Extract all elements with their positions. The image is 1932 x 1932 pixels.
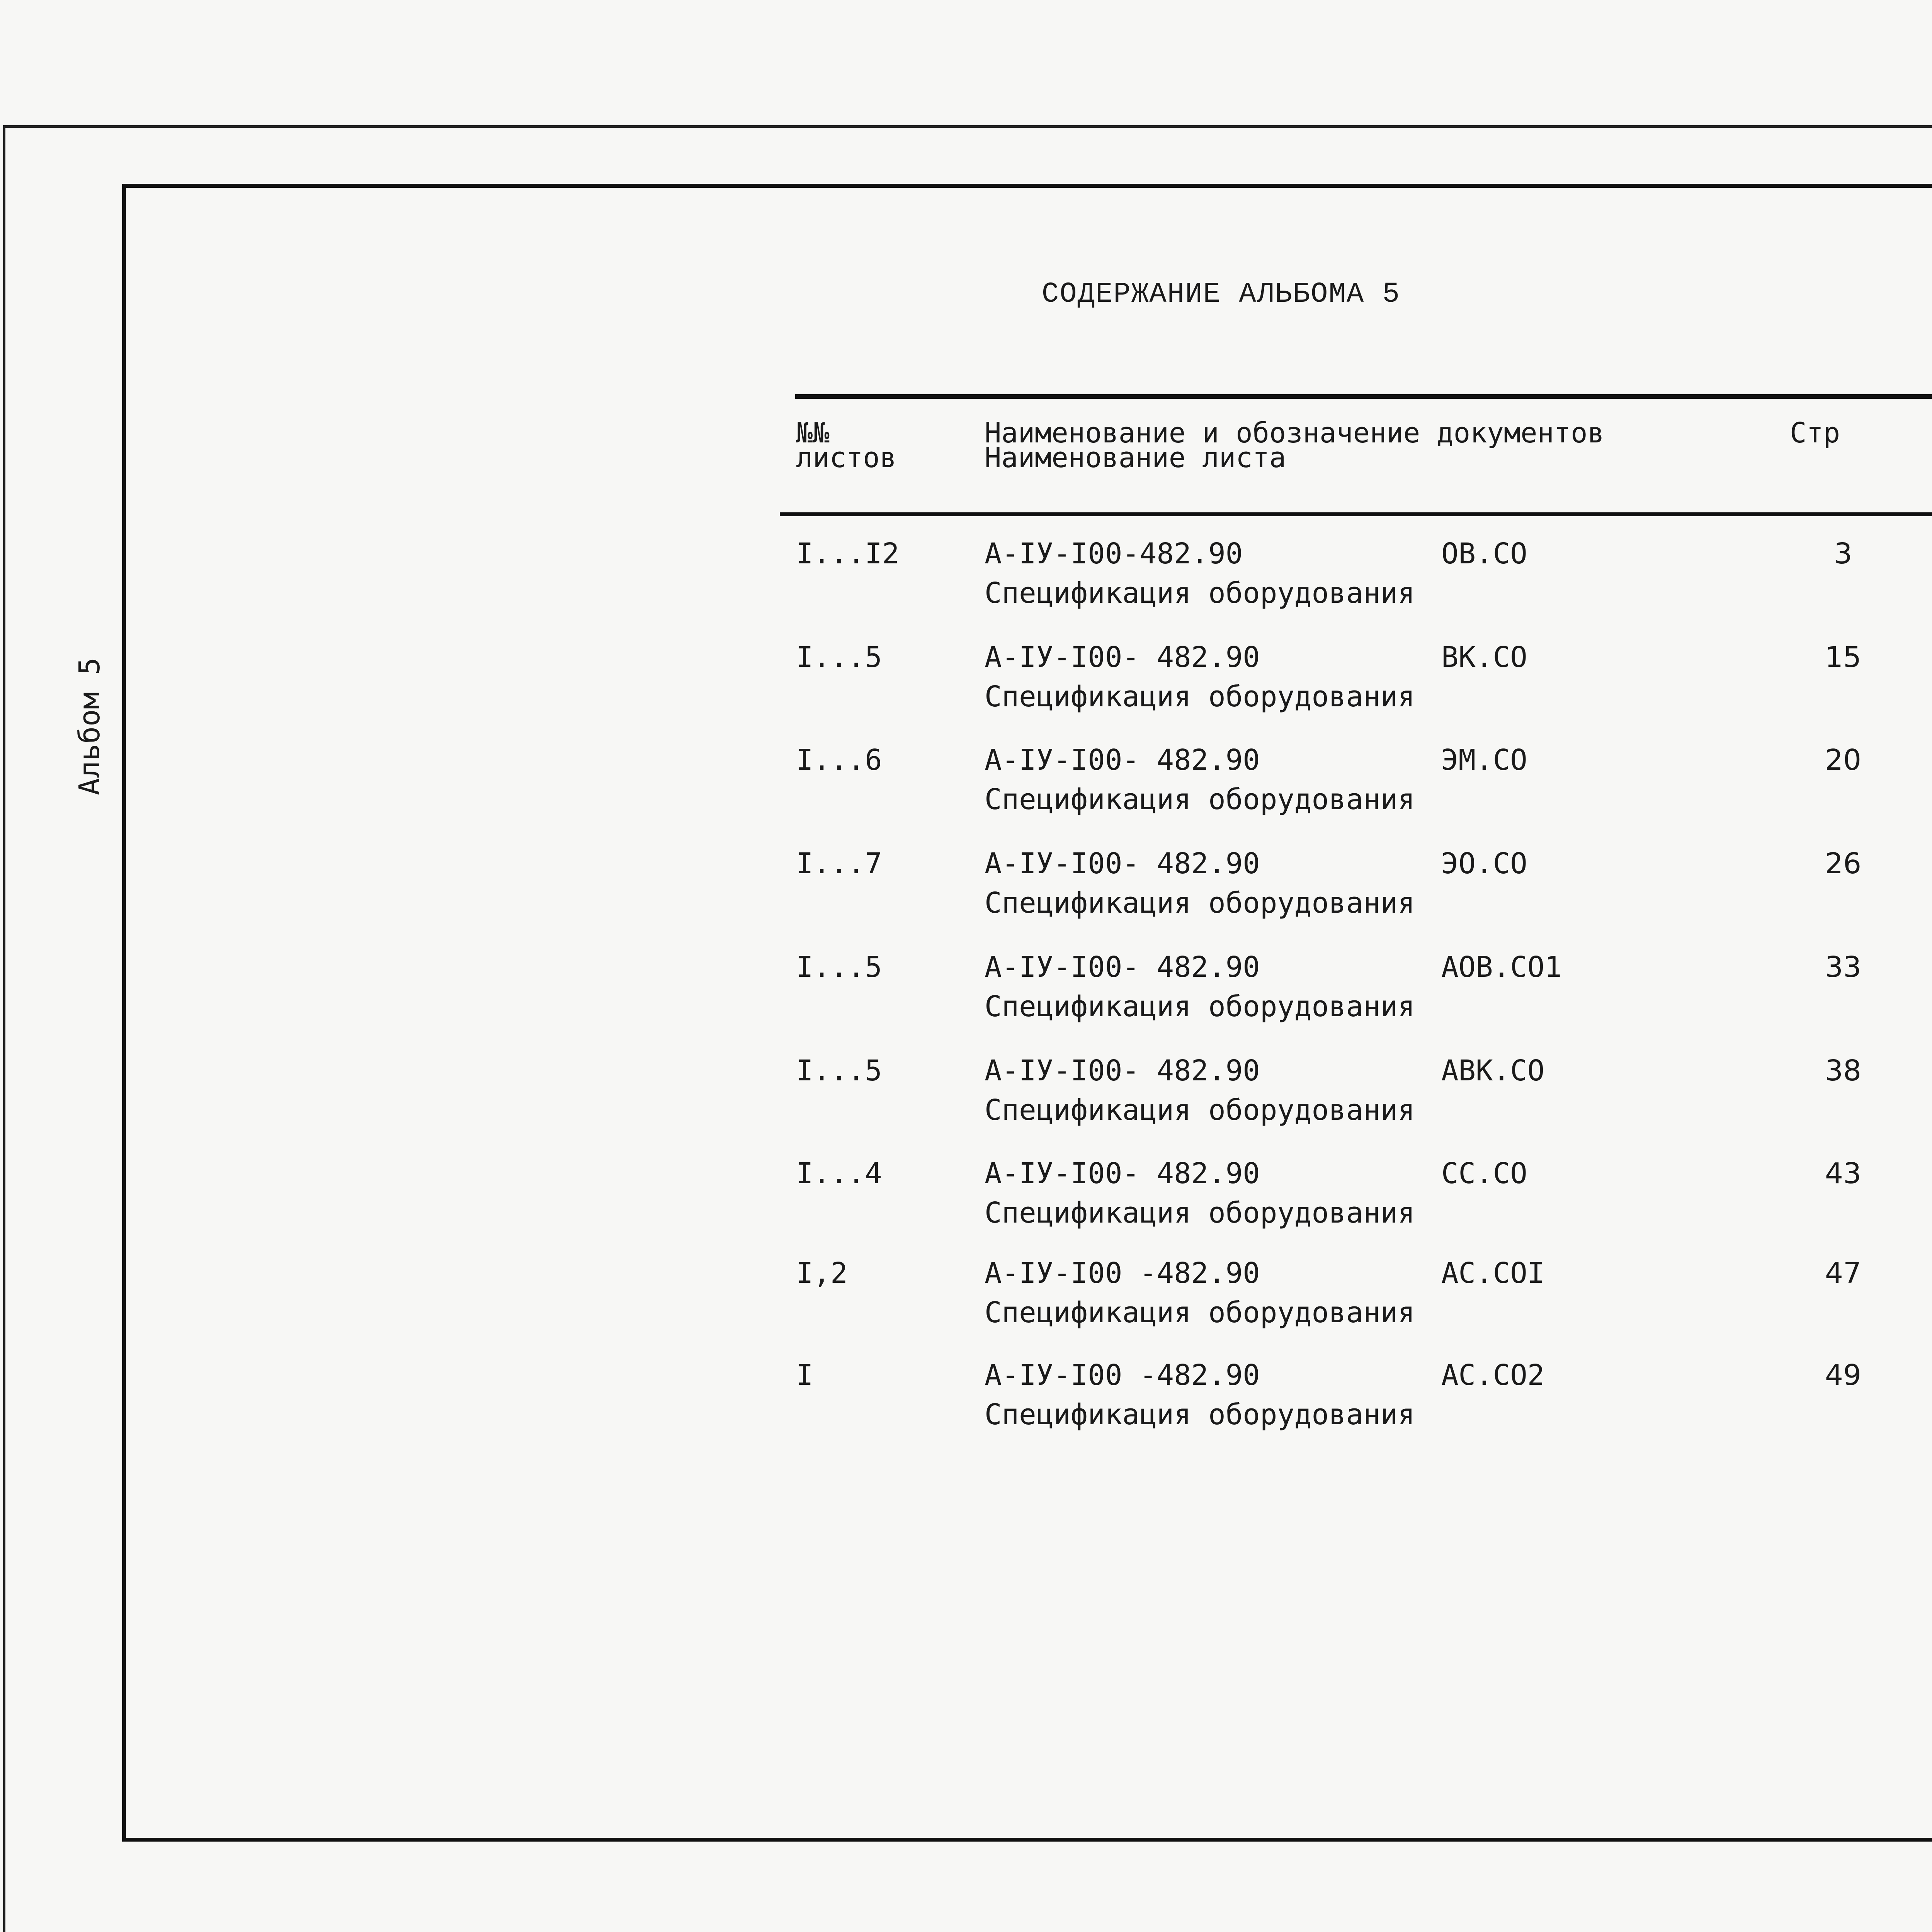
row-sheets: I...I2 <box>796 537 900 570</box>
row-sheets: I...7 <box>796 847 882 880</box>
table-header-rule <box>780 512 1932 516</box>
row-description: Спецификация оборудования <box>985 990 1415 1023</box>
row-code: А-IУ-I00 -482.90 <box>985 1359 1260 1392</box>
row-page: 33 <box>1825 951 1862 984</box>
row-page: 26 <box>1825 847 1862 880</box>
row-sheets: I...5 <box>796 641 882 674</box>
table-row <box>0 847 1932 924</box>
table-row <box>0 1359 1932 1436</box>
row-description: Спецификация оборудования <box>985 1398 1415 1431</box>
row-page: 38 <box>1825 1054 1862 1087</box>
table-row <box>0 1157 1932 1234</box>
row-description: Спецификация оборудования <box>985 886 1415 920</box>
row-code: А-IУ-I00- 482.90 <box>985 847 1260 880</box>
table-row <box>0 743 1932 821</box>
row-sheets: I...6 <box>796 743 882 777</box>
row-code: А-IУ-I00 -482.90 <box>985 1257 1260 1290</box>
header-page: Стр <box>1790 417 1840 449</box>
row-sheets: I...4 <box>796 1157 882 1190</box>
page-title: СОДЕРЖАНИЕ АЛЬБОМА 5 <box>1041 278 1401 311</box>
album-side-label: Альбом 5 <box>73 657 106 796</box>
row-subcode: АВК.СО <box>1441 1054 1545 1087</box>
row-subcode: ЭО.СО <box>1441 847 1527 880</box>
header-sheets-line2: листов <box>796 441 897 474</box>
row-description: Спецификация оборудования <box>985 680 1415 713</box>
row-description: Спецификация оборудования <box>985 577 1415 610</box>
row-subcode: АОВ.СО1 <box>1441 951 1562 984</box>
table-row <box>0 951 1932 1028</box>
table-row <box>0 537 1932 614</box>
header-sheets-line1: №№ <box>796 417 830 449</box>
row-page: 49 <box>1825 1359 1862 1392</box>
table-row <box>0 1257 1932 1334</box>
row-description: Спецификация оборудования <box>985 1094 1415 1127</box>
table-row <box>0 1054 1932 1131</box>
header-name <box>985 417 1604 474</box>
row-code: А-IУ-I00-482.90 <box>985 537 1243 570</box>
row-code: А-IУ-I00- 482.90 <box>985 743 1260 777</box>
table-top-rule <box>795 394 1932 399</box>
row-page: 15 <box>1825 641 1862 674</box>
row-code: А-IУ-I00- 482.90 <box>985 951 1260 984</box>
row-sheets: I <box>796 1359 813 1392</box>
row-description: Спецификация оборудования <box>985 783 1415 816</box>
row-page: 43 <box>1825 1157 1862 1190</box>
row-code: А-IУ-I00- 482.90 <box>985 1157 1260 1190</box>
header-sheets <box>796 417 897 474</box>
row-subcode: ЭМ.СО <box>1441 743 1527 777</box>
header-name-line2: Наименование листа <box>985 441 1286 474</box>
row-code: А-IУ-I00- 482.90 <box>985 641 1260 674</box>
header-name-line1: Наименование и обозначение документов <box>985 417 1604 449</box>
row-description: Спецификация оборудования <box>985 1296 1415 1329</box>
row-sheets: I...5 <box>796 951 882 984</box>
row-page: 47 <box>1825 1257 1862 1290</box>
row-subcode: АС.СОI <box>1441 1257 1545 1290</box>
row-page: 20 <box>1825 743 1862 777</box>
row-subcode: ВК.СО <box>1441 641 1527 674</box>
row-code: А-IУ-I00- 482.90 <box>985 1054 1260 1087</box>
row-page: 3 <box>1834 537 1852 570</box>
row-subcode: ОВ.СО <box>1441 537 1527 570</box>
row-sheets: I,2 <box>796 1257 848 1290</box>
row-subcode: СС.СО <box>1441 1157 1527 1190</box>
table-row <box>0 641 1932 718</box>
row-subcode: АС.СО2 <box>1441 1359 1545 1392</box>
row-description: Спецификация оборудования <box>985 1196 1415 1230</box>
row-sheets: I...5 <box>796 1054 882 1087</box>
